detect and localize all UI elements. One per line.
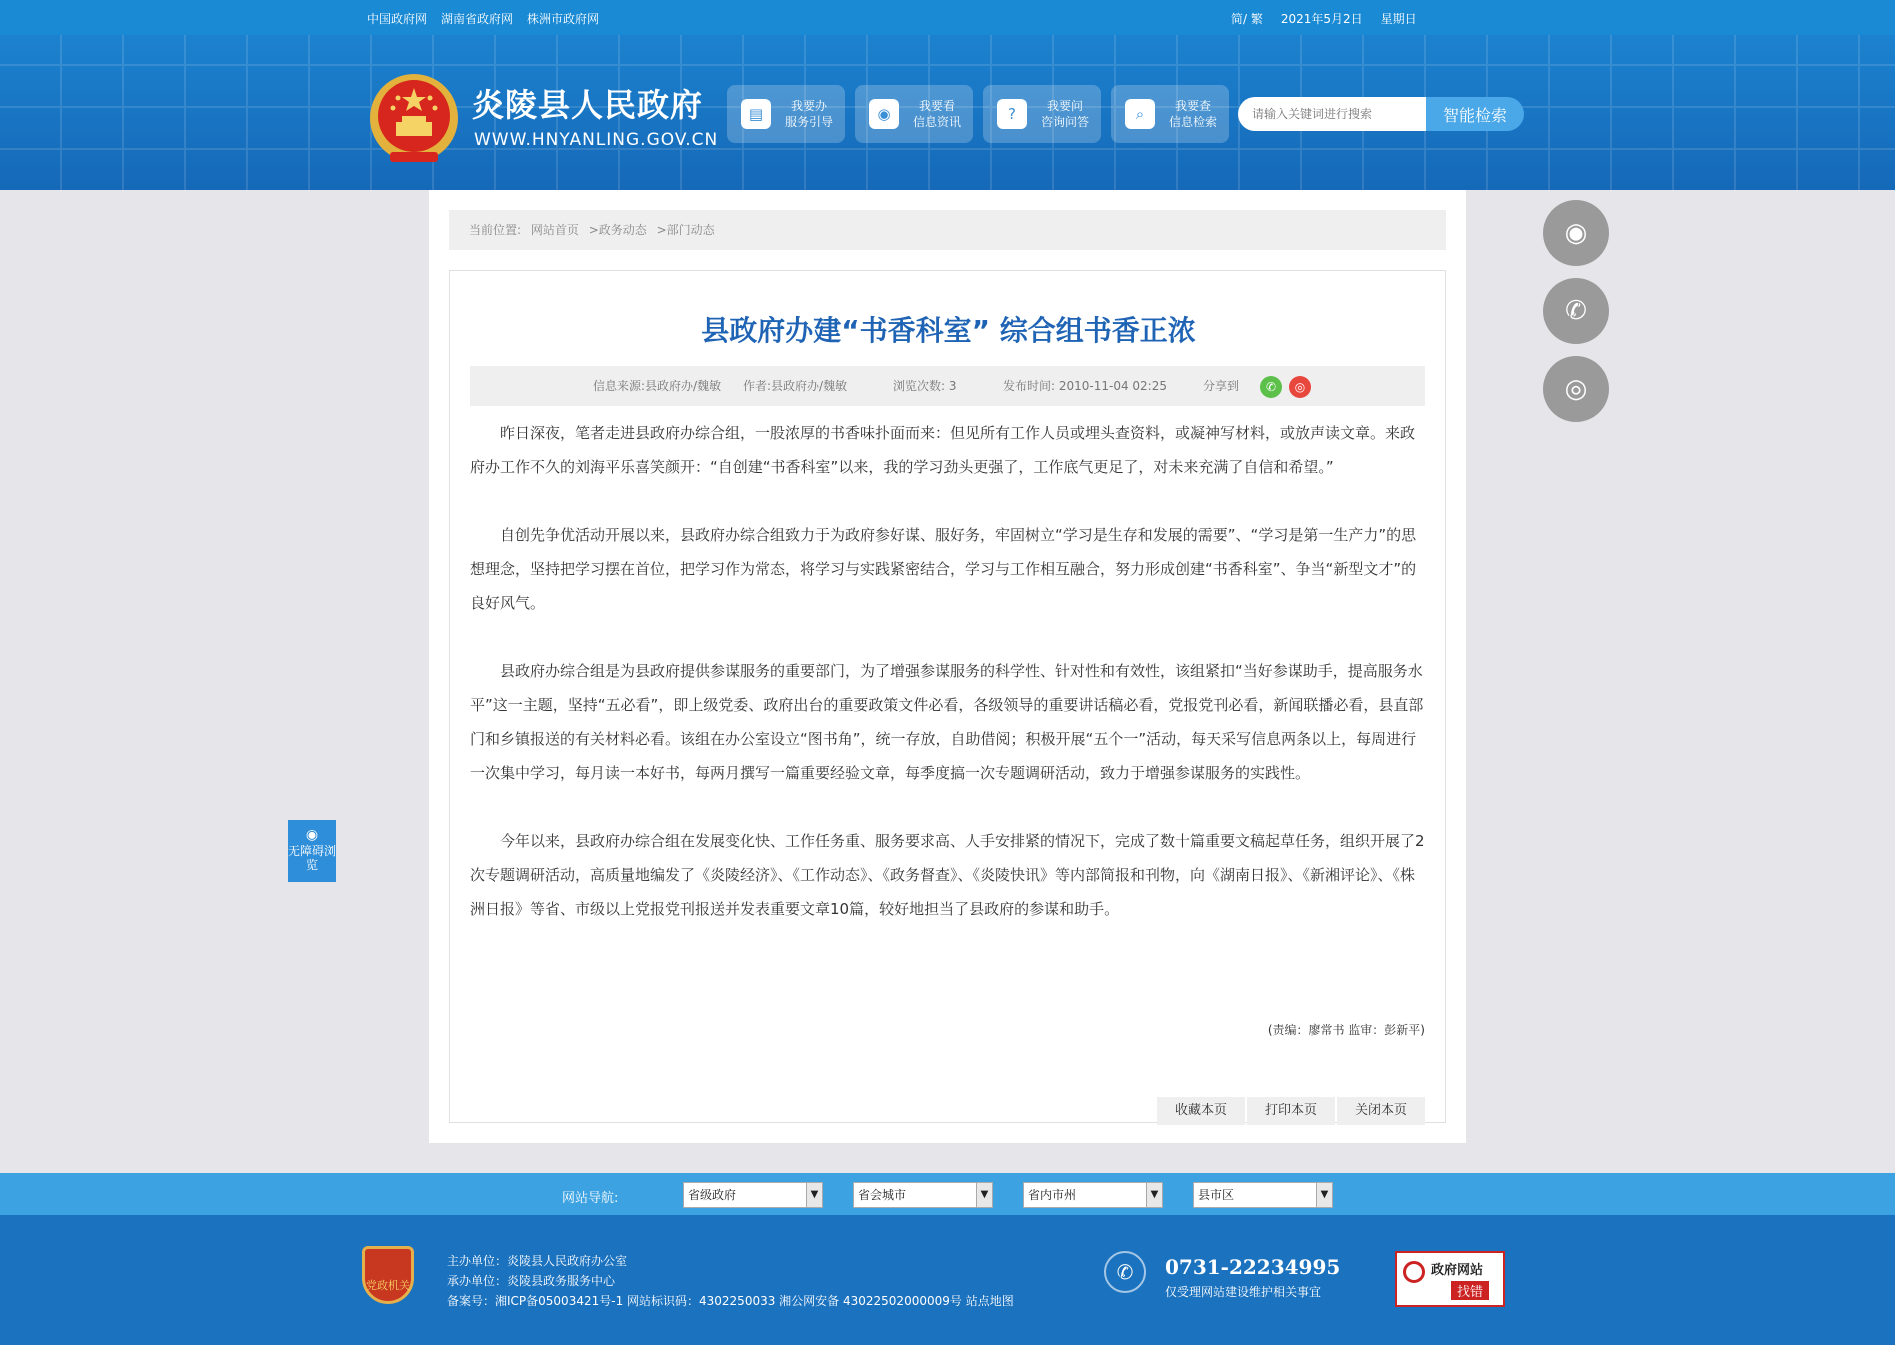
service-buttons — [727, 85, 1229, 143]
select-counties[interactable] — [1193, 1182, 1333, 1208]
service-label: 我要问 — [1047, 99, 1084, 113]
article-paragraph: 今年以来，县政府办综合组在发展变化快、工作任务重、服务要求高、人手安排紧的情况下，完成了数十篇重要文稿起草任务，组织开展了2次专题调研活动，高质量地编发了《炎陵经济》、《工作动态》、《政务督查》、《炎陵快讯》等内部简报和刊物，向《湖南日报》、《新湘评论》、《株洲日报》等省、市级以上党报党刊报送并发表重要文章10篇，较好地担当了县政府的参谋和助手。 — [470, 832, 1425, 918]
article-title: 县政府办建“书香科室” 综合组书香正浓 — [701, 314, 1196, 347]
service-label: 我要查 — [1175, 99, 1212, 113]
link-hunan-gov[interactable]: 湖南省政府网 — [441, 12, 514, 26]
footer-phone-note: 仅受理网站建设维护相关事宜 — [1165, 1285, 1322, 1299]
service-sublabel: 服务引导 — [785, 115, 834, 129]
meta-published: 发布时间: 2010-11-04 02:25 — [1003, 379, 1167, 393]
footer-info — [447, 1251, 1014, 1311]
chevron-down-icon: ▼ — [1316, 1183, 1332, 1207]
current-date: 2021年5月2日 — [1280, 12, 1363, 26]
breadcrumb — [449, 210, 1446, 250]
service-button-do[interactable] — [727, 85, 845, 143]
top-bar — [0, 0, 1895, 35]
article-meta — [470, 366, 1425, 406]
header — [0, 35, 1895, 190]
meta-author: 作者:县政府办/魏敏 — [743, 379, 848, 393]
service-label: 我要办 — [791, 99, 828, 113]
top-links — [367, 10, 599, 27]
article-actions — [1157, 1097, 1425, 1125]
float-weibo-icon[interactable]: ◎ — [1543, 356, 1609, 422]
accessibility-label: 无障碍浏览 — [288, 844, 337, 872]
site-nav — [0, 1173, 1895, 1215]
error-report-sublabel: 找错 — [1451, 1281, 1489, 1300]
error-report-label: 政府网站 — [1431, 1263, 1484, 1278]
top-right — [1231, 10, 1417, 27]
eye-icon: ◉ — [869, 99, 899, 129]
footer-phone: 0731-22234995 — [1165, 1255, 1341, 1279]
service-sublabel: 信息资讯 — [913, 115, 962, 129]
breadcrumb-dept-news[interactable]: >部门动态 — [656, 223, 715, 237]
search-button[interactable]: 智能检索 — [1426, 97, 1524, 131]
select-value: 省会城市 — [858, 1188, 907, 1202]
print-button[interactable]: 打印本页 — [1247, 1097, 1335, 1125]
article-body — [470, 416, 1425, 926]
phone-icon: ✆ — [1104, 1251, 1146, 1293]
close-page-button[interactable]: 关闭本页 — [1337, 1097, 1425, 1125]
site-name[interactable]: 炎陵县人民政府 — [472, 86, 704, 124]
party-badge-label: 党政机关 — [366, 1279, 410, 1292]
select-capital-cities[interactable] — [853, 1182, 993, 1208]
article-paragraph: 县政府办综合组是为县政府提供参谋服务的重要部门，为了增强参谋服务的科学性、针对性和有效性，该组紧扣“当好参谋助手，提高服务水平”这一主题，坚持“五必看”，即上级党委、政府出台的重要政策文件必看，各级领导的重要讲话稿必看，党报党刊必看，新闻联播必看，县直部门和乡镇报送的有关材料必看。该组在办公室设立“图书角”，统一存放，自助借阅；积极开展“五个一”活动，每天采写信息两条以上，每周进行一次集中学习，每月读一本好书，每两月撰写一篇重要经验文章，每季度搞一次专题调研活动，致力于增强参谋服务的实践性。 — [470, 662, 1424, 782]
search-input[interactable] — [1238, 97, 1426, 131]
footer-host: 主办单位：炎陵县人民政府办公室 — [447, 1254, 628, 1268]
float-wechat-icon[interactable]: ✆ — [1543, 278, 1609, 344]
link-zhuzhou-gov[interactable]: 株洲市政府网 — [527, 12, 600, 26]
article-editor: (责编：廖常书 监审：彭新平) — [1267, 1023, 1425, 1037]
chevron-down-icon: ▼ — [976, 1183, 992, 1207]
select-province-gov[interactable] — [683, 1182, 823, 1208]
breadcrumb-home[interactable]: 网站首页 — [530, 223, 579, 237]
select-value: 省级政府 — [688, 1188, 737, 1202]
service-sublabel: 咨询问答 — [1041, 115, 1090, 129]
question-icon: ? — [997, 99, 1027, 129]
share-weibo-icon[interactable]: ◎ — [1289, 376, 1311, 398]
article-paragraph: 昨日深夜，笔者走进县政府办综合组，一股浓厚的书香味扑面而来：但见所有工作人员或埋头查资料，或凝神写材料，或放声读文章。来政府办工作不久的刘海平乐喜笑颜开：“自创建“书香科室”以来，我的学习劲头更强了，工作底气更足了，对未来充满了自信和希望。” — [470, 424, 1416, 476]
document-icon: ▤ — [741, 99, 771, 129]
site-domain: WWW.HNYANLING.GOV.CN — [474, 130, 719, 150]
meta-source: 信息来源:县政府办/魏敏 — [593, 379, 722, 393]
chevron-down-icon: ▼ — [1146, 1183, 1162, 1207]
accessibility-button[interactable] — [288, 820, 336, 882]
select-province-cities[interactable] — [1023, 1182, 1163, 1208]
site-nav-label: 网站导航: — [562, 1191, 619, 1206]
footer-record[interactable]: 备案号：湘ICP备05003421号-1 网站标识码：4302250033 湘公网安备 43022502000009号 站点地图 — [447, 1294, 1014, 1308]
article — [449, 270, 1446, 1123]
breadcrumb-label: 当前位置: — [469, 223, 522, 237]
service-button-view[interactable] — [855, 85, 973, 143]
language-switch[interactable]: 简/ 繁 — [1231, 12, 1263, 26]
chevron-down-icon: ▼ — [806, 1183, 822, 1207]
share-wechat-icon[interactable]: ✆ — [1260, 376, 1282, 398]
eye-icon: ◉ — [305, 827, 319, 843]
national-emblem-icon — [368, 70, 460, 170]
link-central-gov[interactable]: 中国政府网 — [367, 12, 428, 26]
current-weekday: 星期日 — [1380, 12, 1417, 26]
share-label: 分享到 — [1203, 379, 1240, 393]
footer-undertaker: 承办单位：炎陵县政务服务中心 — [447, 1274, 616, 1288]
service-sublabel: 信息检索 — [1169, 115, 1218, 129]
magnifier-icon — [1403, 1261, 1425, 1283]
service-label: 我要看 — [919, 99, 956, 113]
breadcrumb-gov-news[interactable]: >政务动态 — [588, 223, 647, 237]
service-button-ask[interactable] — [983, 85, 1101, 143]
select-value: 省内市州 — [1028, 1188, 1077, 1202]
search-bar — [1238, 97, 1524, 131]
float-eye-icon[interactable]: ◉ — [1543, 200, 1609, 266]
error-report-button[interactable] — [1395, 1251, 1505, 1307]
service-button-search[interactable] — [1111, 85, 1229, 143]
search-icon: ⌕ — [1125, 99, 1155, 129]
select-value: 县市区 — [1198, 1188, 1235, 1202]
bookmark-button[interactable]: 收藏本页 — [1157, 1097, 1245, 1125]
article-paragraph: 自创先争优活动开展以来，县政府办综合组致力于为政府参好谋、服好务，牢固树立“学习是生存和发展的需要”、“学习是第一生产力”的思想理念，坚持把学习摆在首位，把学习作为常态，将学习与实践紧密结合，学习与工作相互融合，努力形成创建“书香科室”、争当“新型文才”的良好风气。 — [470, 526, 1417, 612]
meta-views: 浏览次数: 3 — [893, 379, 957, 393]
footer — [0, 1215, 1895, 1345]
party-government-badge[interactable] — [362, 1246, 414, 1304]
main-content — [429, 190, 1466, 1143]
